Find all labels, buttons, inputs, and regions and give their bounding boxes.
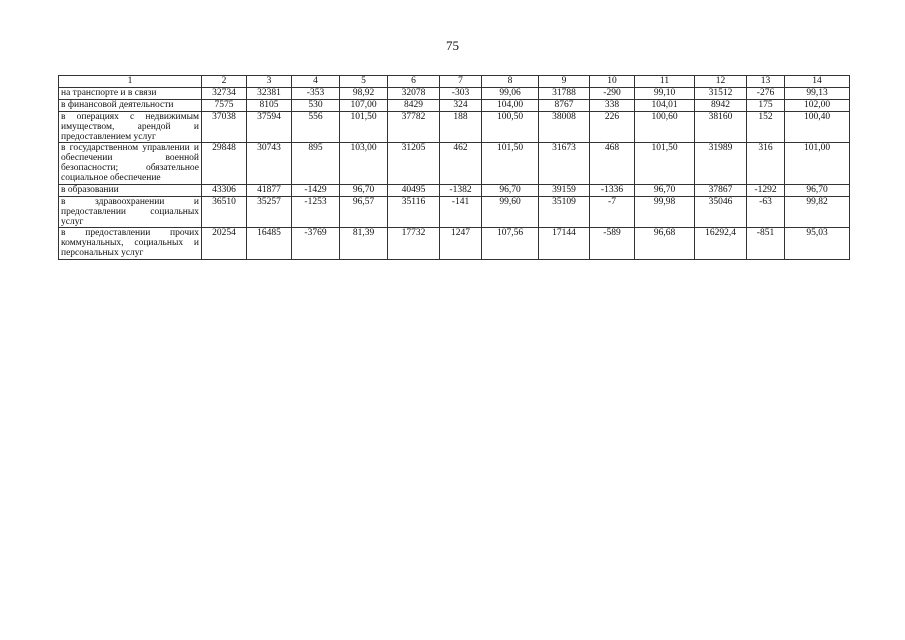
table-cell: 81,39 <box>340 228 388 260</box>
table-cell: -1253 <box>292 197 340 228</box>
table-cell: 37038 <box>202 112 247 143</box>
table-cell: 31205 <box>388 143 440 185</box>
table-cell: 43306 <box>202 185 247 197</box>
table-cell: 17732 <box>388 228 440 260</box>
table-cell: 107,00 <box>340 100 388 112</box>
table-cell: 99,98 <box>635 197 695 228</box>
table-cell: 96,68 <box>635 228 695 260</box>
table-cell: 100,60 <box>635 112 695 143</box>
row-label: в предоставлении прочих коммунальных, социальных и персональных услуг <box>59 228 202 260</box>
table-row <box>59 100 850 112</box>
table-cell: 226 <box>590 112 635 143</box>
table-cell: 31989 <box>695 143 747 185</box>
table-cell: 8767 <box>539 100 590 112</box>
column-header: 12 <box>695 76 747 88</box>
table-cell: 107,56 <box>482 228 539 260</box>
table-cell: 101,50 <box>635 143 695 185</box>
table-cell: 99,60 <box>482 197 539 228</box>
column-header: 6 <box>388 76 440 88</box>
table-cell: -303 <box>440 88 482 100</box>
table-cell: 35116 <box>388 197 440 228</box>
table-row <box>59 197 850 228</box>
table-cell: -1336 <box>590 185 635 197</box>
table-cell: -276 <box>747 88 785 100</box>
table-cell: 101,00 <box>785 143 850 185</box>
table-cell: 17144 <box>539 228 590 260</box>
table-cell: 895 <box>292 143 340 185</box>
row-label: в государственном управлении и обеспечении военной безопасности; обязательное социальное обеспечение <box>59 143 202 185</box>
table-cell: 38160 <box>695 112 747 143</box>
table-cell: 104,01 <box>635 100 695 112</box>
table-cell: 1247 <box>440 228 482 260</box>
table-cell: 36510 <box>202 197 247 228</box>
table-cell: 37594 <box>247 112 292 143</box>
table-cell: 40495 <box>388 185 440 197</box>
table-cell: 39159 <box>539 185 590 197</box>
table-cell: 95,03 <box>785 228 850 260</box>
table-cell: -3769 <box>292 228 340 260</box>
table-cell: 32381 <box>247 88 292 100</box>
table-cell: 103,00 <box>340 143 388 185</box>
table-cell: 8429 <box>388 100 440 112</box>
table-cell: 35046 <box>695 197 747 228</box>
table-cell: 32078 <box>388 88 440 100</box>
table-cell: -63 <box>747 197 785 228</box>
row-label: в финансовой деятельности <box>59 100 202 112</box>
table-cell: 31512 <box>695 88 747 100</box>
table-cell: 468 <box>590 143 635 185</box>
table-cell: 8942 <box>695 100 747 112</box>
table-cell: 99,10 <box>635 88 695 100</box>
table-row <box>59 143 850 185</box>
table-cell: -7 <box>590 197 635 228</box>
data-table <box>58 75 850 260</box>
table-cell: 530 <box>292 100 340 112</box>
table-cell: 37867 <box>695 185 747 197</box>
table-cell: 41877 <box>247 185 292 197</box>
column-header: 13 <box>747 76 785 88</box>
row-label: на транспорте и в связи <box>59 88 202 100</box>
row-label: в операциях с недвижимым имуществом, арендой и предоставлением услуг <box>59 112 202 143</box>
table-row <box>59 88 850 100</box>
table-cell: -290 <box>590 88 635 100</box>
row-label: в образовании <box>59 185 202 197</box>
table-cell: 16485 <box>247 228 292 260</box>
table-cell: 102,00 <box>785 100 850 112</box>
table-cell: 462 <box>440 143 482 185</box>
table-cell: 96,70 <box>340 185 388 197</box>
column-header: 7 <box>440 76 482 88</box>
table-cell: 175 <box>747 100 785 112</box>
column-header: 14 <box>785 76 850 88</box>
table-cell: 29848 <box>202 143 247 185</box>
table-cell: -141 <box>440 197 482 228</box>
column-header: 5 <box>340 76 388 88</box>
header-row <box>59 76 850 88</box>
table-cell: 338 <box>590 100 635 112</box>
table-cell: -589 <box>590 228 635 260</box>
table-cell: 101,50 <box>482 143 539 185</box>
table-cell: -851 <box>747 228 785 260</box>
table-cell: 99,82 <box>785 197 850 228</box>
table-row <box>59 112 850 143</box>
table-cell: 8105 <box>247 100 292 112</box>
column-header: 3 <box>247 76 292 88</box>
table-cell: 99,06 <box>482 88 539 100</box>
table-cell: 100,50 <box>482 112 539 143</box>
column-header: 8 <box>482 76 539 88</box>
column-header: 1 <box>59 76 202 88</box>
table-cell: 188 <box>440 112 482 143</box>
table-cell: 96,70 <box>635 185 695 197</box>
table-cell: -353 <box>292 88 340 100</box>
table-cell: 37782 <box>388 112 440 143</box>
page-number: 75 <box>446 38 459 53</box>
table-cell: -1292 <box>747 185 785 197</box>
table-cell: -1382 <box>440 185 482 197</box>
row-label: в здравоохранении и предоставлении социальных услуг <box>59 197 202 228</box>
table-cell: 96,57 <box>340 197 388 228</box>
table-cell: 32734 <box>202 88 247 100</box>
table-cell: 556 <box>292 112 340 143</box>
table-cell: 104,00 <box>482 100 539 112</box>
table-cell: 101,50 <box>340 112 388 143</box>
table-cell: 7575 <box>202 100 247 112</box>
table-cell: 31673 <box>539 143 590 185</box>
column-header: 4 <box>292 76 340 88</box>
table-cell: 31788 <box>539 88 590 100</box>
column-header: 2 <box>202 76 247 88</box>
table-cell: 30743 <box>247 143 292 185</box>
table-cell: 35257 <box>247 197 292 228</box>
column-header: 9 <box>539 76 590 88</box>
table-cell: 96,70 <box>482 185 539 197</box>
column-header: 11 <box>635 76 695 88</box>
table-row <box>59 185 850 197</box>
table-cell: 96,70 <box>785 185 850 197</box>
column-header: 10 <box>590 76 635 88</box>
table-cell: 35109 <box>539 197 590 228</box>
table-cell: 16292,4 <box>695 228 747 260</box>
table-cell: 152 <box>747 112 785 143</box>
table-cell: 38008 <box>539 112 590 143</box>
table-cell: 316 <box>747 143 785 185</box>
table-row <box>59 228 850 260</box>
table-cell: 100,40 <box>785 112 850 143</box>
table-cell: 20254 <box>202 228 247 260</box>
table-cell: 99,13 <box>785 88 850 100</box>
table-cell: -1429 <box>292 185 340 197</box>
table-cell: 98,92 <box>340 88 388 100</box>
table-cell: 324 <box>440 100 482 112</box>
